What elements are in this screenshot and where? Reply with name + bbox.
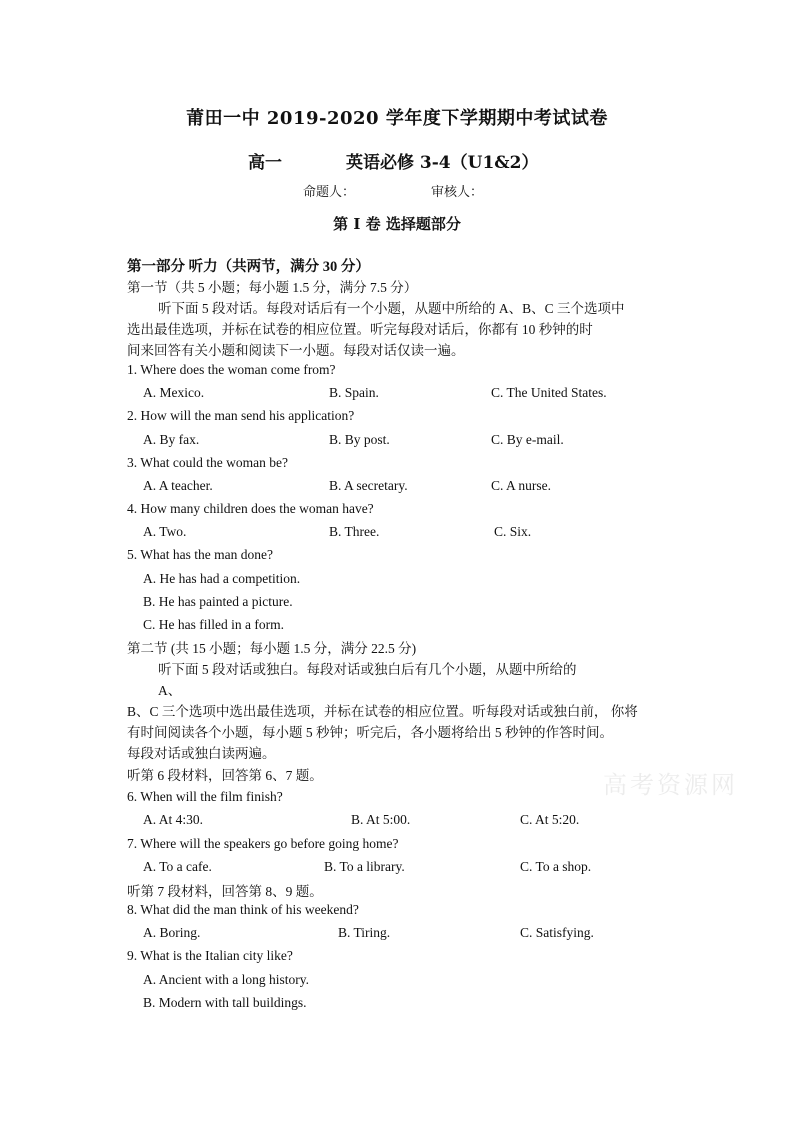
grade-label: 高一 [248,153,282,173]
option-c: C. He has filled in a form. [143,617,284,632]
setter-label: 命题人： [303,185,356,200]
option-a: A. At 4:30. [143,812,204,827]
option-a: A. Boring. [143,925,201,940]
exam-title: 莆田一中 2019-2020 学年度下学期期中考试试卷 [186,108,608,129]
option-a: A. By fax. [143,432,200,447]
option-b: B. Spain. [329,385,379,400]
question-stem: 1. Where does the woman come from? [127,362,336,377]
reviewer-label: 审核人： [431,185,484,200]
section1-instruction: 选出最佳选项，并标在试卷的相应位置。听完每段对话后，你都有 10 秒钟的时 [127,322,593,337]
course-label: 英语必修 3-4（U1&2） [346,153,539,173]
volume-title: 第 I 卷 选择题部分 [333,215,461,233]
question-stem: 8. What did the man think of his weekend? [127,902,359,917]
option-c: C. By e-mail. [491,432,564,447]
question-stem: 4. How many children does the woman have? [127,501,374,516]
section2-instruction: 每段对话或独白读两遍。 [127,746,276,761]
option-b: B. At 5:00. [351,812,411,827]
section2-instruction: A、 [158,683,182,698]
option-a: A. To a cafe. [143,859,212,874]
question-stem: 5. What has the man done? [127,547,273,562]
section2-title: 第二节 (共 15 小题；每小题 1.5 分，满分 22.5 分) [127,641,417,656]
option-b: B. He has painted a picture. [143,594,293,609]
option-c: C. Six. [494,524,532,539]
section2-instruction: 有时间阅读各个小题，每小题 5 秒钟；听完后，各小题将给出 5 秒钟的作答时间。 [127,725,613,740]
option-a: A. Two. [143,524,187,539]
option-c: C. A nurse. [491,478,552,493]
part1-title: 第一部分 听力（共两节，满分 30 分） [127,259,370,275]
section1-instruction: 间来回答有关小题和阅读下一小题。每段对话仅读一遍。 [127,343,465,358]
section1-title: 第一节（共 5 小题；每小题 1.5 分，满分 7.5 分） [127,280,418,295]
question-stem: 7. Where will the speakers go before going home? [127,836,399,851]
option-b: B. Tiring. [338,925,391,940]
section2-instruction: 听下面 5 段对话或独白。每段对话或独白后有几个小题，从题中所给的 [158,662,577,677]
question-stem: 9. What is the Italian city like? [127,948,293,963]
option-b: B. Three. [329,524,380,539]
question-stem: 3. What could the woman be? [127,455,288,470]
option-c: C. The United States. [491,385,607,400]
option-a: A. Mexico. [143,385,205,400]
option-b: B. Modern with tall buildings. [143,995,307,1010]
option-b: B. A secretary. [329,478,408,493]
option-c: C. Satisfying. [520,925,594,940]
question-stem: 2. How will the man send his application? [127,408,355,423]
section1-instruction: 听下面 5 段对话。每段对话后有一个小题，从题中所给的 A、B、C 三个选项中 [158,301,625,316]
option-a: A. Ancient with a long history. [143,972,309,987]
option-a: A. He has had a competition. [143,571,301,586]
option-c: C. At 5:20. [520,812,580,827]
material-6-header: 听第 6 段材料，回答第 6、7 题。 [127,768,323,783]
material-7-header: 听第 7 段材料，回答第 8、9 题。 [127,884,323,899]
option-c: C. To a shop. [520,859,592,874]
option-b: B. To a library. [324,859,405,874]
watermark: 高考资源网 [603,771,738,799]
question-stem: 6. When will the film finish? [127,789,283,804]
section2-instruction: B、C 三个选项中选出最佳选项，并标在试卷的相应位置。听每段对话或独白前， 你将 [127,704,638,719]
option-a: A. A teacher. [143,478,213,493]
option-b: B. By post. [329,432,390,447]
